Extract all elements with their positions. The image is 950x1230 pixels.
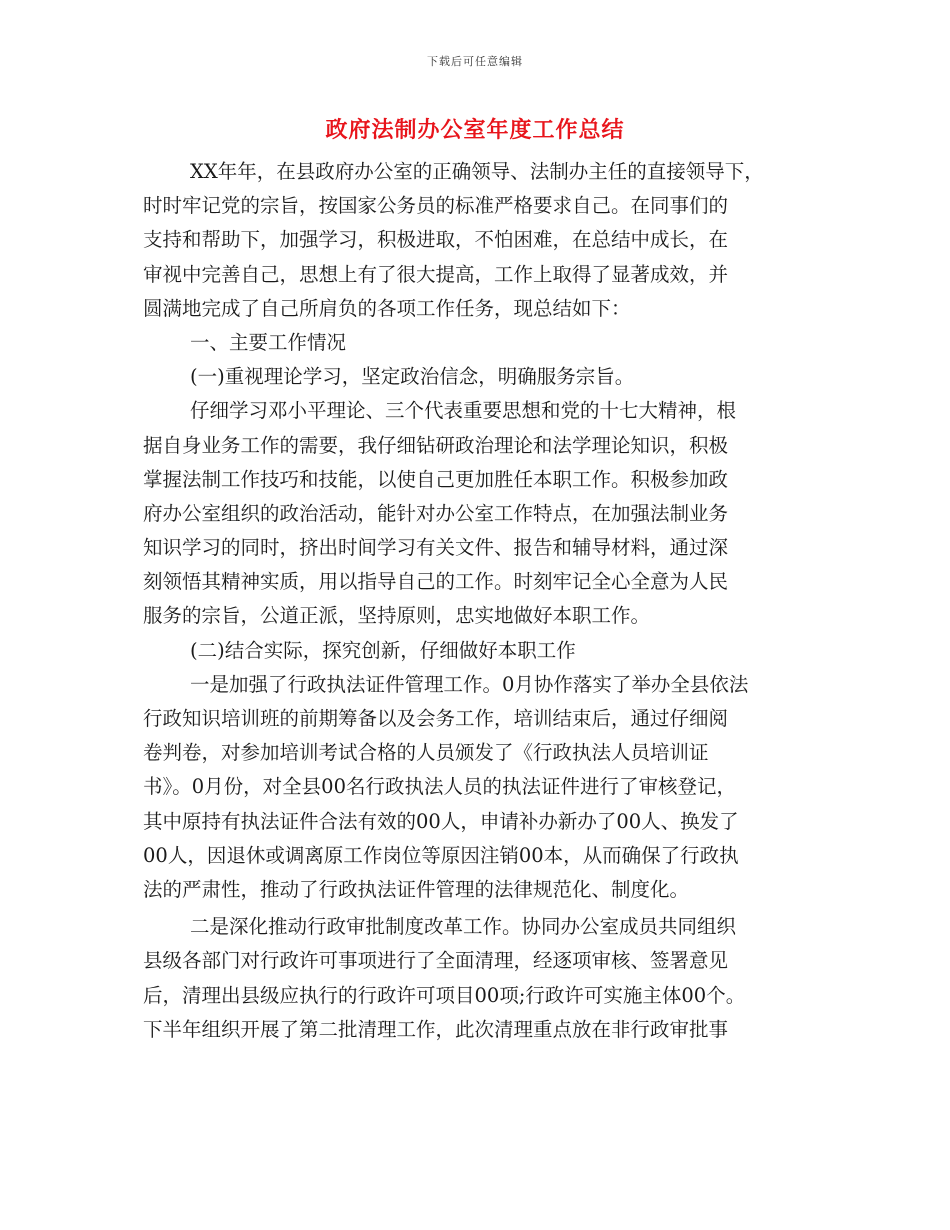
paragraph-line: 据自身业务工作的需要，我仔细钻研政治理论和法学理论知识，积极 bbox=[143, 433, 729, 457]
paragraph-line: 圆满地完成了自己所肩负的各项工作任务，现总结如下： bbox=[143, 296, 631, 320]
paragraph-line: 00人，因退休或调离原工作岗位等原因注销00本，从而确保了行政执 bbox=[143, 843, 739, 867]
paragraph-line: 卷判卷，对参加培训考试合格的人员颁发了《行政执法人员培训证 bbox=[143, 741, 709, 765]
paragraph-line: 知识学习的同时，挤出时间学习有关文件、报告和辅导材料，通过深 bbox=[143, 536, 729, 560]
document-body bbox=[143, 155, 811, 1047]
paragraph-line: 后，清理出县级应执行的行政许可项目00项;行政许可实施主体00个。 bbox=[143, 983, 746, 1007]
paragraph-line: 服务的宗旨，公道正派，坚持原则，忠实地做好本职工作。 bbox=[143, 604, 651, 628]
section-heading: 一、主要工作情况 bbox=[190, 330, 347, 354]
paragraph-line: 审视中完善自己，思想上有了很大提高，工作上取得了显著成效，并 bbox=[143, 262, 729, 286]
paragraph-line: 时时牢记党的宗旨，按国家公务员的标准严格要求自己。在同事们的 bbox=[143, 194, 729, 218]
subsection-heading: (二)结合实际，探究创新，仔细做好本职工作 bbox=[190, 638, 576, 662]
paragraph-line: 府办公室组织的政治活动，能针对办公室工作特点，在加强法制业务 bbox=[143, 501, 729, 525]
paragraph-line: XX年年，在县政府办公室的正确领导、法制办主任的直接领导下， bbox=[190, 160, 764, 183]
paragraph-line: 一是加强了行政执法证件管理工作。0月协作落实了举办全县依法 bbox=[190, 672, 749, 696]
paragraph-line: 支持和帮助下，加强学习，积极进取，不怕困难，在总结中成长，在 bbox=[143, 228, 729, 252]
paragraph-line: 刻领悟其精神实质，用以指导自己的工作。时刻牢记全心全意为人民 bbox=[143, 570, 729, 594]
subsection-heading: (一)重视理论学习，坚定政治信念，明确服务宗旨。 bbox=[190, 365, 635, 389]
paragraph-line: 下半年组织开展了第二批清理工作，此次清理重点放在非行政审批事 bbox=[143, 1017, 729, 1041]
paragraph-line: 行政知识培训班的前期筹备以及会务工作，培训结束后，通过仔细阅 bbox=[143, 707, 729, 730]
paragraph-line: 县级各部门对行政许可事项进行了全面清理，经逐项审核、签署意见 bbox=[143, 949, 729, 973]
document-title: 政府法制办公室年度工作总结 bbox=[325, 117, 625, 143]
paragraph-line: 二是深化推动行政审批制度改革工作。协同办公室成员共同组织 bbox=[190, 915, 737, 939]
page-header-note: 下载后可任意编辑 bbox=[427, 55, 523, 68]
paragraph-line: 掌握法制工作技巧和技能，以使自己更加胜任本职工作。积极参加政 bbox=[143, 467, 729, 491]
paragraph-line: 其中原持有执法证件合法有效的00人，申请补办新办了00人、换发了 bbox=[143, 809, 739, 833]
paragraph-line: 仔细学习邓小平理论、三个代表重要思想和党的十七大精神，根 bbox=[190, 399, 737, 423]
paragraph-line: 书》。0月份，对全县00名行政执法人员的执法证件进行了审核登记， bbox=[143, 775, 736, 799]
paragraph-line: 法的严肃性，推动了行政执法证件管理的法律规范化、制度化。 bbox=[143, 877, 690, 901]
